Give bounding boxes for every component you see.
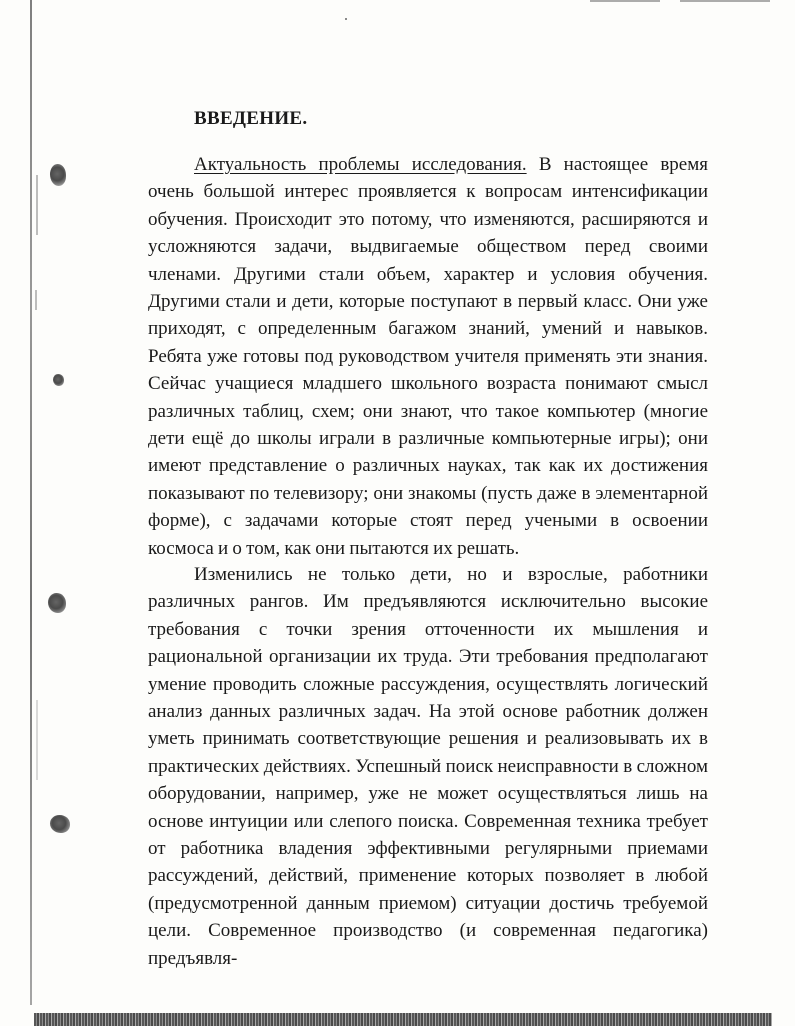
punch-hole-mark <box>53 374 64 386</box>
page-left-edge <box>30 0 32 1005</box>
margin-scratch <box>36 175 38 235</box>
scan-bottom-edge <box>34 1013 772 1026</box>
scan-speck <box>345 18 347 20</box>
punch-hole-mark <box>48 593 66 613</box>
punch-hole-mark <box>50 164 66 186</box>
relevance-lead-underlined: Актуальность проблемы исследования. <box>194 154 527 175</box>
paragraph-relevance-body: В настоящее время очень большой интерес проявляется к вопросам интенсификации обучения. Происходит это потому, что изменяются, расширяются и усложняются задачи, выдвигаемые обществом перед своими членами. Другими стали объем, характер и условия обучения. Другими стали и дети, которые поступают в первый класс. Они уже приходят, с определенным багажом знаний, умений и навыков. Ребята уже готовы под руководством учителя применять эти знания. Сейчас учащиеся младшего школьного возраста понимают смысл различных таблиц, схем; они знают, что такое компьютер (многие дети ещё до школы играли в различные компьютерные игры); они имеют представление о различных науках, так как их достижения показывают по телевизору; они знакомы (пусть даже в элементарной форме), с задачами которые стоят перед учеными в освоении космоса и о том, как они пытаются их решать. <box>148 154 709 559</box>
margin-scratch <box>35 290 37 310</box>
paragraph-changes: Изменились не только дети, но и взрослые, работники различных рангов. Им предъявляются исключительно высокие требования с точки зрения отточенности их мышления и рациональной организации их труда. Эти требования предполагают умение проводить сложные рассуждения, осуществлять логический анализ данных различных задач. На этой основе работник должен уметь принимать соответствующие решения и реализовывать их в практических действиях. Успешный поиск неисправности в сложном оборудовании, например, уже не может осуществляться лишь на основе интуиции или слепого поиска. Современная техника требует от работника владения эффективными регулярными приемами рассуждений, действий, применение которых позволяет в любой (предусмотренной данным приемом) ситуации достичь требуемой цели. Современное производство (и современная педагогика) предъявля- <box>148 564 708 969</box>
punch-hole-mark <box>50 815 70 833</box>
section-heading: ВВЕДЕНИЕ. <box>194 108 308 129</box>
scan-top-mark <box>590 0 660 2</box>
paragraph-relevance <box>148 151 708 562</box>
scan-top-mark <box>680 0 770 2</box>
margin-scratch <box>36 700 38 780</box>
